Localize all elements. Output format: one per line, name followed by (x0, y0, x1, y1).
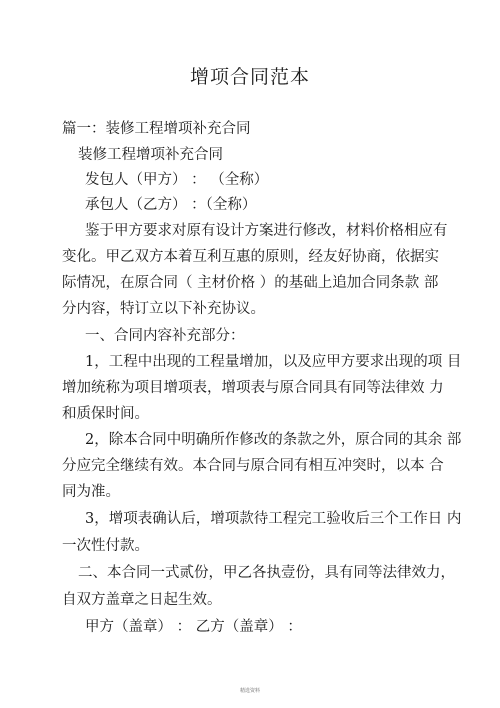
section-two-heading: 二、本合同一式贰份，甲乙各执壹份，具有同等法律效力， (78, 565, 455, 581)
document-title: 增项合同范本 (189, 66, 310, 88)
party-b-line: 承包人（乙方） ：（全称） (85, 197, 257, 213)
paragraph-line: 变化。甲乙双方本着互利互惠的原则，经友好协商，依据实 (62, 249, 439, 265)
party-a-line: 发包人（甲方） ： （全称） (85, 172, 269, 188)
clause-1-line: 1，工程中出现的工程量增加，以及应甲方要求出现的项 目 (85, 354, 462, 370)
clause-2-line: 分应完全继续有效。本合同与原合同有相互冲突时，以本 合 (62, 458, 444, 474)
contract-subtitle: 装修工程增项补充合同 (78, 147, 223, 163)
paragraph-line: 分内容，特订立以下补充协议。 (62, 301, 265, 317)
clause-3-line: 3，增项表确认后，增项款待工程完工验收后三个工作日 内 (85, 511, 462, 527)
paragraph-line: 际情况，在原合同（ 主材价格 ）的基础上追加合同条款 部 (62, 275, 439, 291)
paragraph-line: 鉴于甲方要求对原有设计方案进行修改，材料价格相应有 (85, 223, 448, 239)
clause-2-line: 2，除本合同中明确所作修改的条款之外，原合同的其余 部 (85, 432, 462, 448)
clause-1-line: 增加统称为项目增项表，增项表与原合同具有同等法律效 力 (62, 380, 444, 396)
footer-watermark: 精选资料 (239, 688, 260, 694)
signature-line: 甲方（盖章） ： 乙方（盖章） ： (85, 619, 302, 635)
clause-1-line: 和质保时间。 (62, 406, 149, 422)
section-heading: 篇一：装修工程增项补充合同 (62, 121, 251, 137)
section-two-line: 自双方盖章之日起生效。 (62, 592, 222, 608)
section-one-heading: 一、合同内容补充部分： (85, 328, 245, 344)
clause-3-line: 一次性付款。 (62, 538, 149, 554)
clause-2-line: 同为准。 (62, 484, 120, 500)
